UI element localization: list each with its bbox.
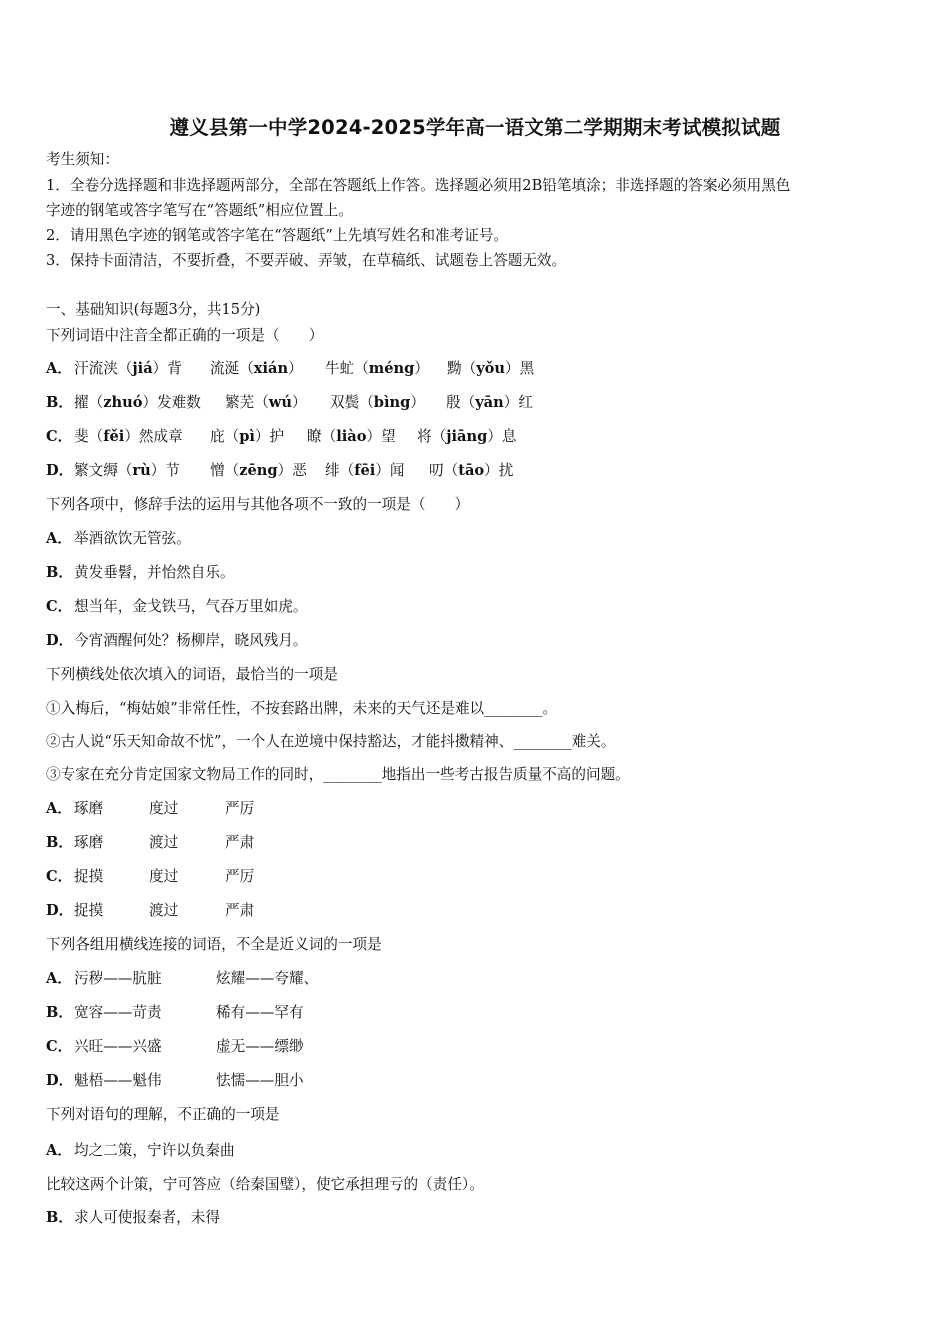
option-letter: B． [46,564,73,581]
option-pair: 兴旺——兴盛 [74,1038,162,1055]
option-word: 琢磨 [74,834,104,851]
question-4-option-a [46,969,318,989]
option-text: 求人可使报秦者，未得 [74,1209,220,1226]
option-letter: A． [46,970,72,987]
option-letter: C． [46,1038,73,1055]
notice-item-2: 2．请用黑色字迹的钢笔或答字笔在“答题纸”上先填写姓名和准考证号。 [46,227,509,244]
option-word: 渡过 [149,902,179,919]
question-1-option-a [46,359,534,379]
option-item: 双鬓（bìng） [330,394,425,411]
option-item: 流涎（xián） [210,360,303,377]
option-item: 殷（yān）红 [446,394,533,411]
option-word: 捉摸 [74,868,104,885]
option-pair: 稀有——罕有 [216,1004,304,1021]
option-letter: B． [46,1004,73,1021]
question-3-stem: 下列横线处依次填入的词语，最恰当的一项是 [46,666,338,683]
page-title: 遵义县第一中学2024-2025学年高一语文第二学期期末考试模拟试题 [169,116,781,139]
option-item: 擢（zhuó）发难数 [74,394,201,411]
option-letter: B． [46,394,73,411]
option-item: 叨（tāo）扰 [429,462,514,479]
option-pair: 炫耀——夸耀、 [216,970,319,987]
option-item: 斐（fěi）然成章 [74,428,183,445]
option-letter: D． [46,462,74,479]
option-word: 严厉 [225,800,255,817]
option-word: 严肃 [225,834,255,851]
option-item: 憎（zēng）恶 [210,462,307,479]
question-3-option-c [46,867,254,887]
section-heading: 一、基础知识(每题3分，共15分) [46,301,261,318]
question-2-option-c [46,597,308,617]
option-letter: D． [46,902,74,919]
option-item: 汗流浃（jiá）背 [74,360,182,377]
question-1-option-c [46,427,517,447]
question-3-option-a [46,799,254,819]
question-3-option-d [46,901,254,921]
option-letter: A． [46,800,72,817]
option-item: 黝（yǒu）黑 [447,360,535,377]
option-item: 牛虻（méng） [325,360,429,377]
question-5-stem: 下列对语句的理解，不正确的一项是 [46,1106,280,1123]
option-letter: D． [46,632,74,649]
option-letter: A． [46,530,72,547]
option-letter: B． [46,834,73,851]
question-5-option-a [46,1141,235,1161]
option-letter: A． [46,1142,72,1159]
question-4-stem: 下列各组用横线连接的词语，不全是近义词的一项是 [46,936,382,953]
notice-item-1-cont: 字迹的钢笔或答字笔写在“答题纸”相应位置上。 [46,202,353,219]
question-3-sentence-3: ③专家在充分肯定国家文物局工作的同时，________地指出一些考古报告质量不高的问题。 [46,766,630,783]
question-2-option-a [46,529,191,549]
option-text: 举酒欲饮无管弦。 [74,530,191,547]
option-word: 严厉 [225,868,255,885]
option-letter: C． [46,428,73,445]
question-1-stem: 下列词语中注音全都正确的一项是（ ） [46,327,324,344]
question-3-sentence-1: ①入梅后，“梅姑娘”非常任性，不按套路出牌，未来的天气还是难以________。 [46,700,558,717]
option-text: 均之二策，宁许以负秦曲 [74,1142,235,1159]
option-word: 琢磨 [74,800,104,817]
option-word: 度过 [149,800,179,817]
option-item: 繁芜（wú） [225,394,307,411]
notice-item-1: 1．全卷分选择题和非选择题两部分，全部在答题纸上作答。选择题必须用2B铅笔填涂；非选择题的答案必须用黑色 [46,177,791,194]
option-text: 黄发垂髫，并怡然自乐。 [74,564,235,581]
option-word: 捉摸 [74,902,104,919]
option-letter: C． [46,868,73,885]
option-word: 严肃 [225,902,255,919]
option-letter: B． [46,1209,73,1226]
option-pair: 虚无——缥缈 [216,1038,304,1055]
option-pair: 怯懦——胆小 [216,1072,304,1089]
option-item: 瞭（liào）望 [307,428,396,445]
question-3-sentence-2: ②古人说“乐天知命故不忧”，一个人在逆境中保持豁达，才能抖擞精神、________难关。 [46,733,616,750]
question-1-option-d [46,461,513,481]
question-4-option-c [46,1037,304,1057]
option-letter: D． [46,1072,74,1089]
question-1-option-b [46,393,533,413]
option-item: 繁文缛（rù）节 [74,462,180,479]
option-word: 渡过 [149,834,179,851]
notice-heading: 考生须知： [46,151,119,168]
option-text: 想当年，金戈铁马，气吞万里如虎。 [74,598,308,615]
option-item: 绯（fēi）闻 [325,462,405,479]
question-2-option-b [46,563,235,583]
question-5-option-b [46,1208,220,1228]
option-pair: 污秽——肮脏 [74,970,162,987]
option-item: 将（jiāng）息 [417,428,517,445]
question-2-option-d [46,631,308,651]
question-4-option-b [46,1003,304,1023]
option-letter: C． [46,598,73,615]
question-3-option-b [46,833,254,853]
notice-item-3: 3．保持卡面清洁，不要折叠，不要弄破、弄皱，在草稿纸、试题卷上答题无效。 [46,252,567,269]
question-2-stem: 下列各项中，修辞手法的运用与其他各项不一致的一项是（ ） [46,496,470,513]
question-5-option-a-explanation: 比较这两个计策，宁可答应（给秦国璧），使它承担理亏的（责任）。 [46,1176,484,1193]
option-item: 庇（pì）护 [210,428,285,445]
option-pair: 宽容——苛责 [74,1004,162,1021]
question-4-option-d [46,1071,304,1091]
option-pair: 魁梧——魁伟 [74,1072,162,1089]
option-text: 今宵酒醒何处？杨柳岸，晓风残月。 [74,632,308,649]
option-word: 度过 [149,868,179,885]
option-letter: A． [46,360,72,377]
